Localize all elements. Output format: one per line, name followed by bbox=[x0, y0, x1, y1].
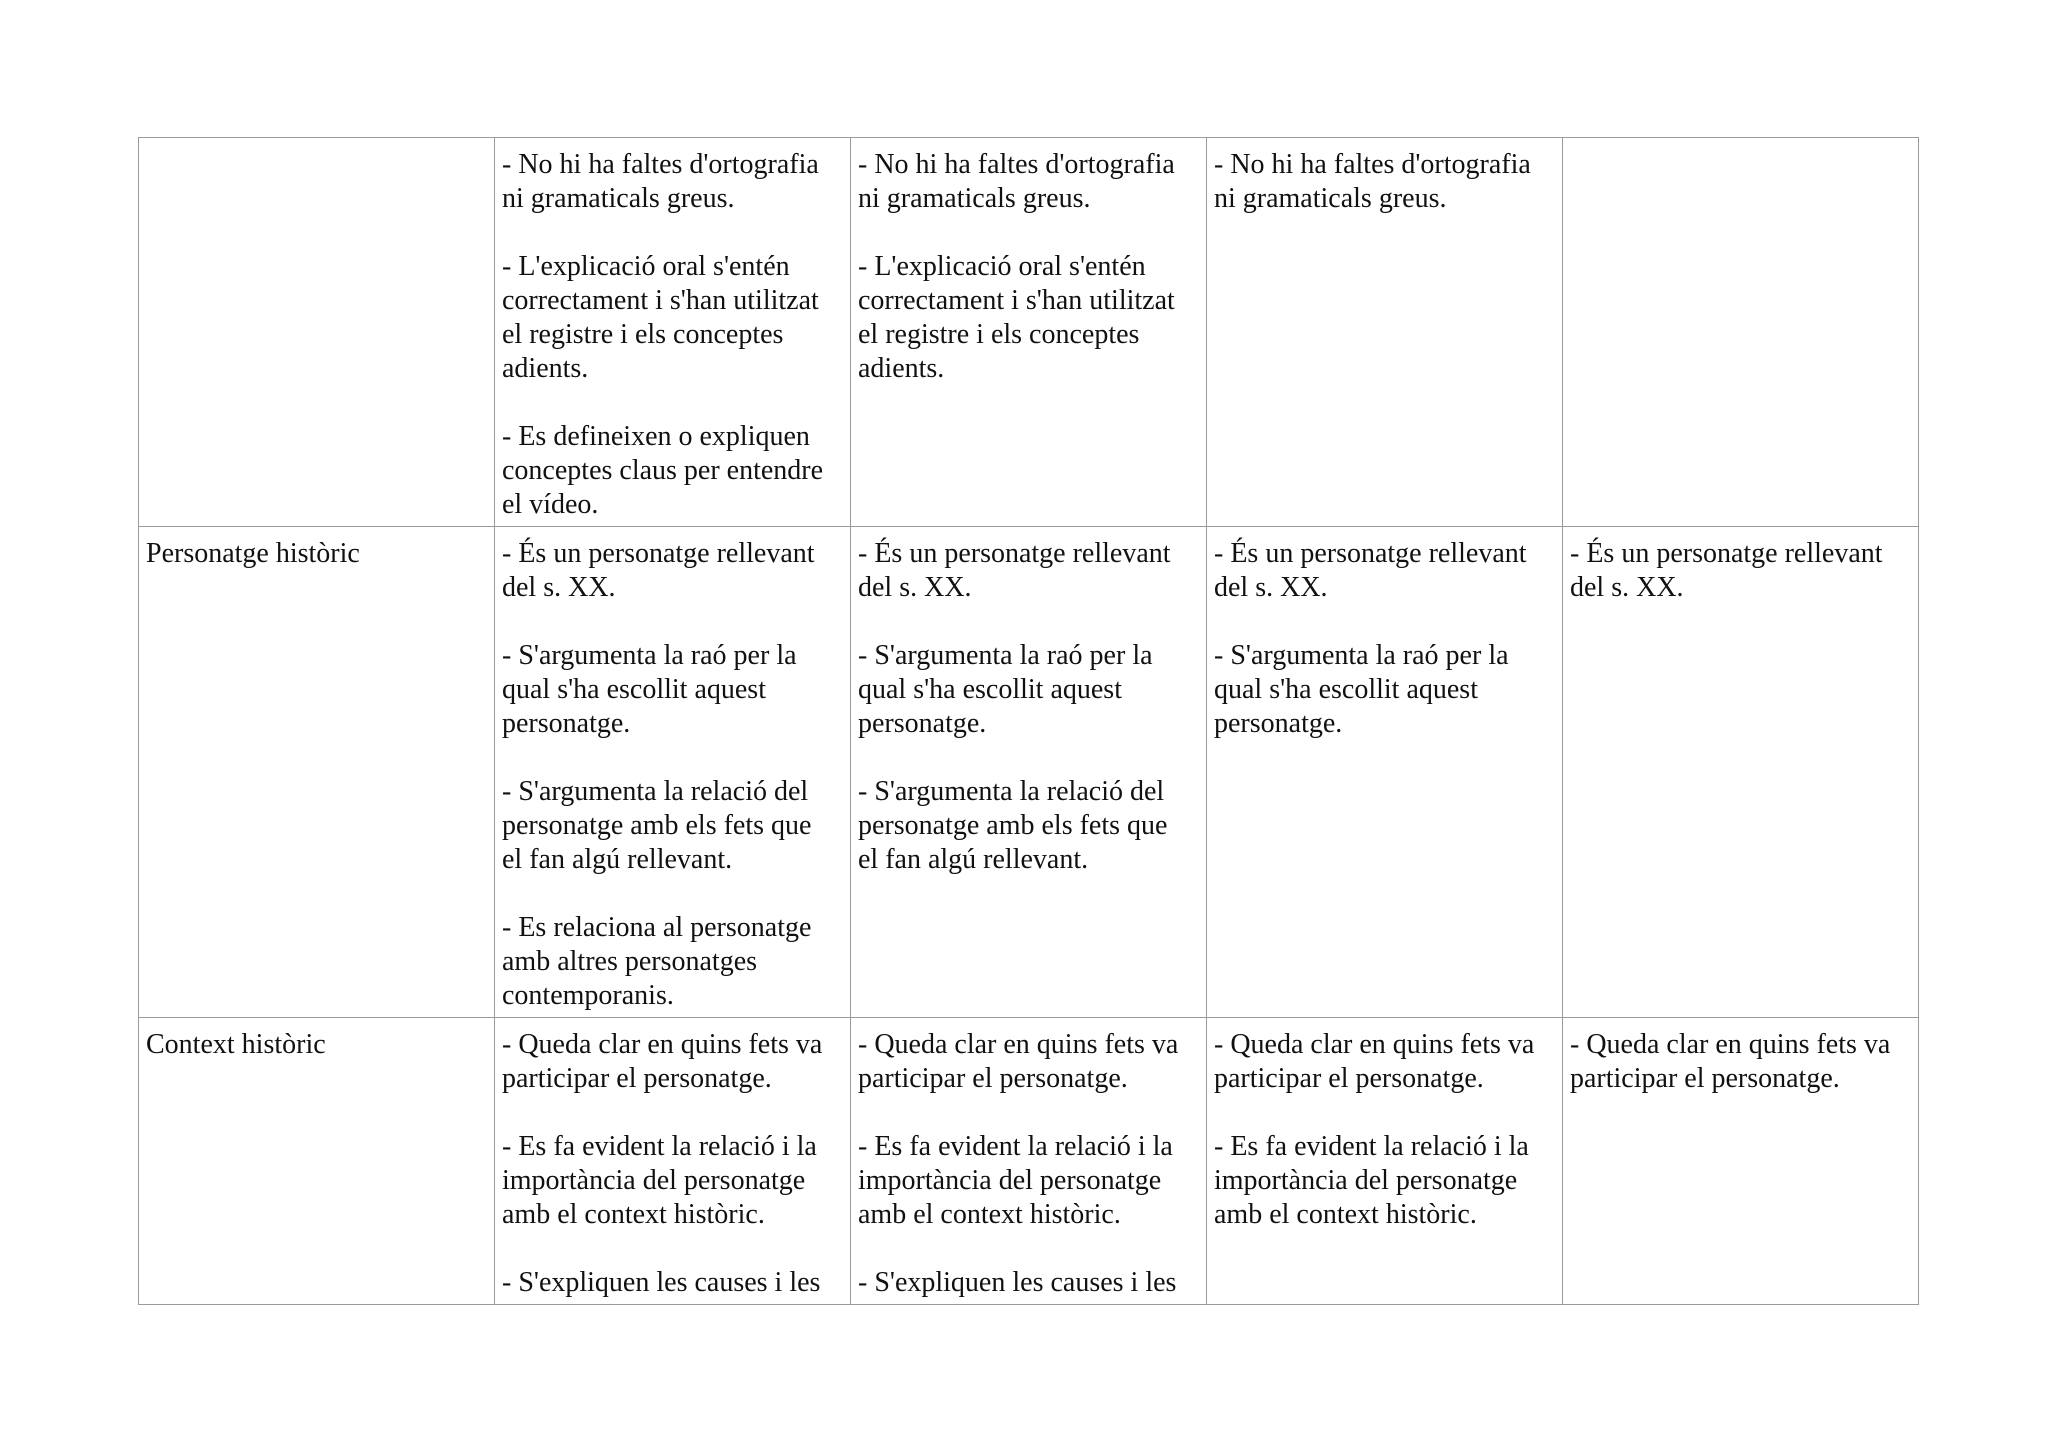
rubric-item: - No hi ha faltes d'ortografia ni gramaticals greus. bbox=[1214, 149, 1531, 214]
rubric-item: - Queda clar en quins fets va participar el personatge. bbox=[1570, 1029, 1891, 1094]
rubric-item: - Es fa evident la relació i la importància del personatge amb el context històric. bbox=[502, 1131, 817, 1230]
rubric-item: - S'expliquen les causes i les bbox=[502, 1267, 821, 1298]
table-row bbox=[139, 138, 1919, 527]
rubric-body bbox=[139, 138, 1919, 1305]
criterion-cell bbox=[139, 1018, 495, 1305]
rubric-item: - L'explicació oral s'entén correctament i s'han utilitzat el registre i els conceptes adients. bbox=[858, 251, 1175, 384]
rubric-item: - És un personatge rellevant del s. XX. bbox=[502, 538, 815, 603]
rubric-item: - No hi ha faltes d'ortografia ni gramaticals greus. bbox=[502, 149, 819, 214]
rubric-item: - Queda clar en quins fets va participar el personatge. bbox=[502, 1029, 823, 1094]
level-cell bbox=[1563, 1018, 1919, 1305]
rubric-item: - Queda clar en quins fets va participar el personatge. bbox=[858, 1029, 1179, 1094]
rubric-item: - És un personatge rellevant del s. XX. bbox=[1214, 538, 1527, 603]
level-cell bbox=[1207, 527, 1563, 1018]
rubric-item: - És un personatge rellevant del s. XX. bbox=[1570, 538, 1883, 603]
rubric-item: - L'explicació oral s'entén correctament i s'han utilitzat el registre i els conceptes adients. bbox=[502, 251, 819, 384]
criterion-label: Context històric bbox=[146, 1029, 326, 1060]
rubric-item: - S'expliquen les causes i les bbox=[858, 1267, 1177, 1298]
criterion-cell bbox=[139, 138, 495, 527]
level-cell bbox=[1207, 1018, 1563, 1305]
rubric-item: - S'argumenta la raó per la qual s'ha escollit aquest personatge. bbox=[502, 640, 797, 739]
rubric-item: - S'argumenta la raó per la qual s'ha escollit aquest personatge. bbox=[1214, 640, 1509, 739]
rubric-item: - S'argumenta la relació del personatge amb els fets que el fan algú rellevant. bbox=[502, 776, 812, 875]
level-cell bbox=[495, 1018, 851, 1305]
rubric-table bbox=[138, 137, 1919, 1305]
level-cell bbox=[851, 138, 1207, 527]
rubric-item: - Es defineixen o expliquen conceptes claus per entendre el vídeo. bbox=[502, 421, 824, 520]
level-cell bbox=[851, 1018, 1207, 1305]
rubric-item: - Es relaciona al personatge amb altres personatges contemporanis. bbox=[502, 912, 812, 1011]
rubric-item: - No hi ha faltes d'ortografia ni gramaticals greus. bbox=[858, 149, 1175, 214]
table-row bbox=[139, 527, 1919, 1018]
level-cell bbox=[851, 527, 1207, 1018]
table-row bbox=[139, 1018, 1919, 1305]
level-cell bbox=[495, 527, 851, 1018]
rubric-item: - Es fa evident la relació i la importància del personatge amb el context històric. bbox=[1214, 1131, 1529, 1230]
level-cell bbox=[495, 138, 851, 527]
rubric-item: - S'argumenta la raó per la qual s'ha escollit aquest personatge. bbox=[858, 640, 1153, 739]
level-cell bbox=[1563, 138, 1919, 527]
level-cell bbox=[1207, 138, 1563, 527]
rubric-item: - És un personatge rellevant del s. XX. bbox=[858, 538, 1171, 603]
rubric-item: - S'argumenta la relació del personatge amb els fets que el fan algú rellevant. bbox=[858, 776, 1168, 875]
rubric-item: - Es fa evident la relació i la importància del personatge amb el context històric. bbox=[858, 1131, 1173, 1230]
criterion-cell bbox=[139, 527, 495, 1018]
criterion-label: Personatge històric bbox=[146, 538, 360, 569]
rubric-item: - Queda clar en quins fets va participar el personatge. bbox=[1214, 1029, 1535, 1094]
level-cell bbox=[1563, 527, 1919, 1018]
